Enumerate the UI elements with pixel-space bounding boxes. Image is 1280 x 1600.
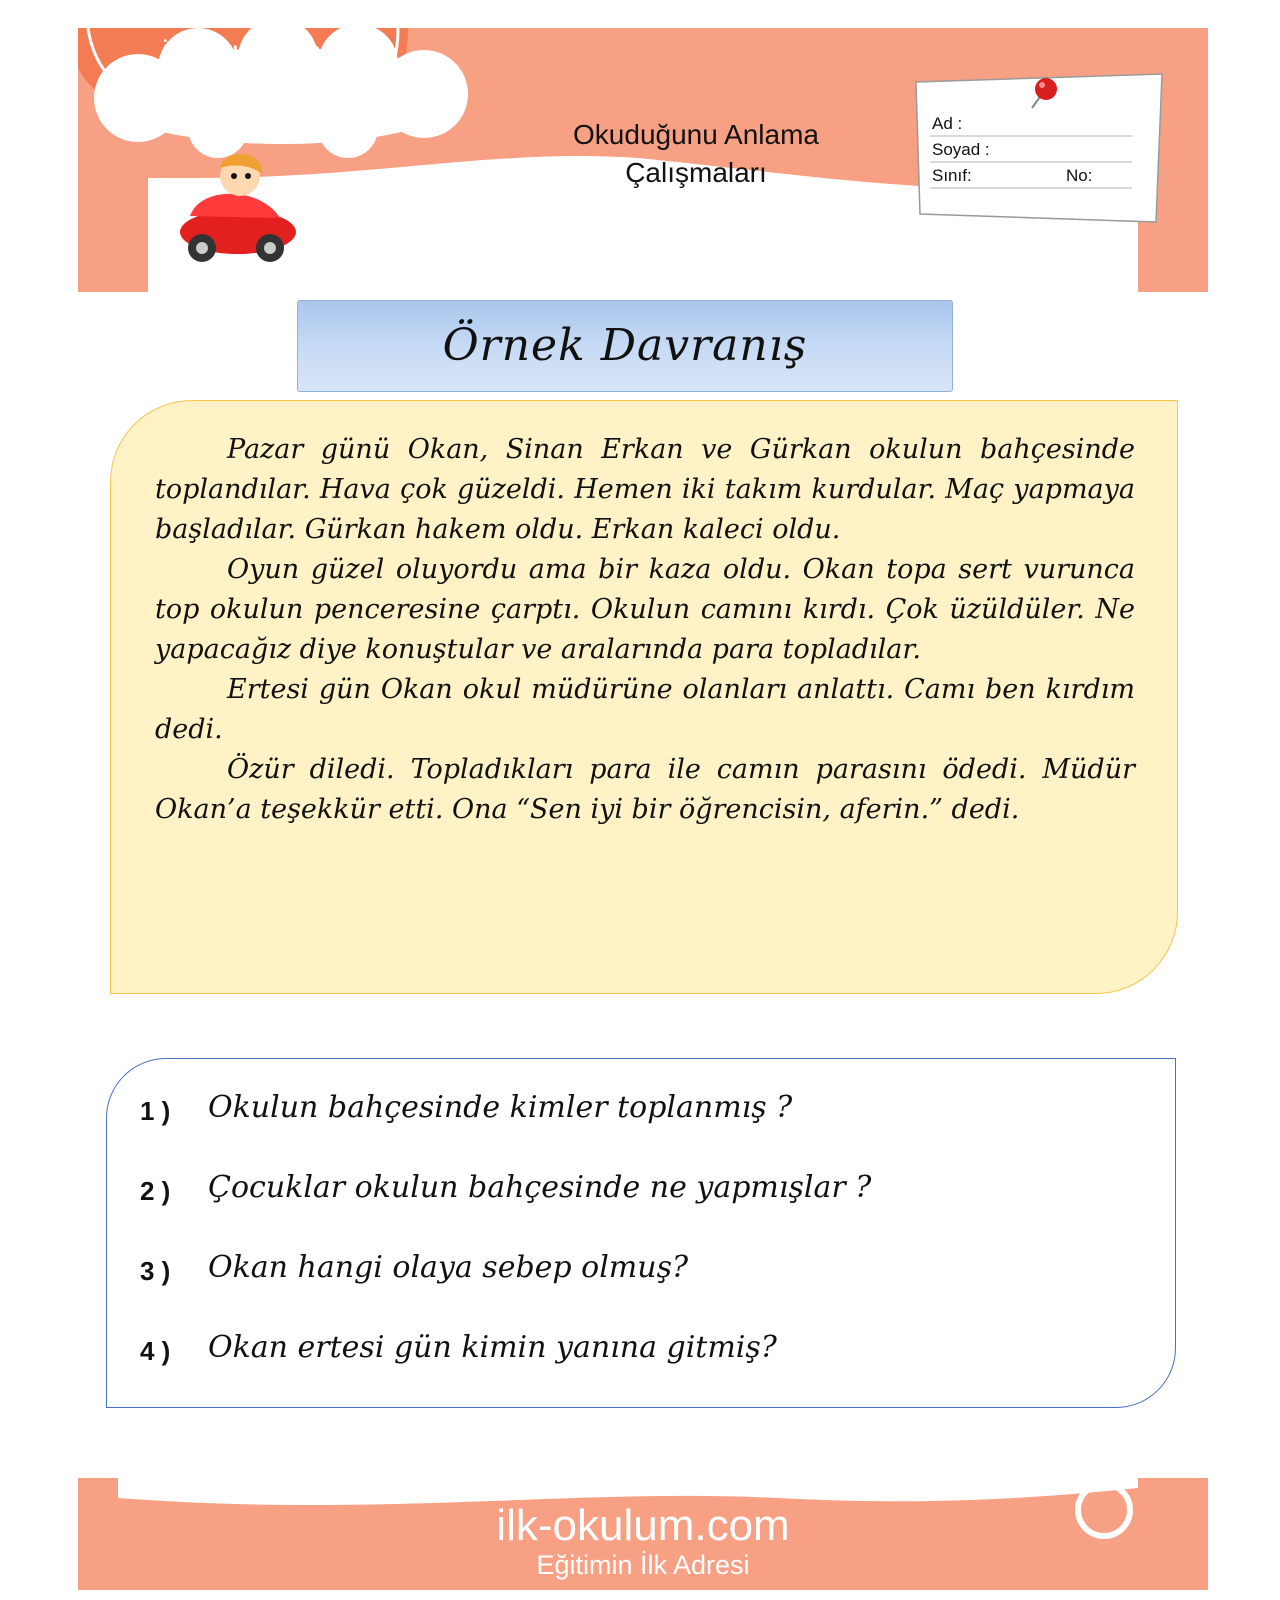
worksheet-title xyxy=(492,116,900,192)
footer-band xyxy=(78,1478,1208,1590)
student-info-card xyxy=(910,72,1172,224)
footer-brand xyxy=(78,1502,1208,1580)
worksheet-title-line1: Okuduğunu Anlama xyxy=(573,119,819,150)
story-paragraph-1: Pazar günü Okan, Sinan Erkan ve Gürkan okulun bahçesinde toplandılar. Hava çok güzeldi. Hemen iki takım kurdular. Maç yapmaya başladılar. Gürkan hakem oldu. Erkan kaleci oldu. xyxy=(155,434,1135,545)
cartoon-car-driver-icon xyxy=(170,146,300,266)
question-text: Çocuklar okulun bahçesinde ne yapmışlar ? xyxy=(208,1170,872,1205)
question-number: 1 ) xyxy=(140,1096,171,1126)
card-sinif-label: Sınıf: xyxy=(932,166,972,185)
footer-brand-slogan: Eğitimin İlk Adresi xyxy=(536,1550,750,1580)
question-text: Okulun bahçesinde kimler toplanmış ? xyxy=(208,1090,793,1125)
story-text xyxy=(155,430,1135,830)
footer-brand-site[interactable]: ilk-okulum.com xyxy=(496,1501,790,1550)
question-text: Okan hangi olaya sebep olmuş? xyxy=(208,1250,689,1285)
header-band xyxy=(78,28,1208,292)
question-item xyxy=(140,1326,1120,1376)
story-paragraph-3: Ertesi gün Okan okul müdürüne olanları anlattı. Camı ben kırdım dedi. xyxy=(155,674,1135,745)
story-paragraph-4: Özür diledi. Topladıkları para ile camın parasını ödedi. Müdür Okan’a teşekkür etti. Ona “Sen iyi bir öğrencisin, aferin.” dedi. xyxy=(155,754,1135,825)
question-item xyxy=(140,1166,1120,1216)
card-ad-label: Ad : xyxy=(932,114,963,133)
question-item xyxy=(140,1246,1120,1296)
question-number: 3 ) xyxy=(140,1256,171,1286)
question-item xyxy=(140,1086,1120,1136)
question-number: 4 ) xyxy=(140,1336,171,1366)
question-number: 2 ) xyxy=(140,1176,171,1206)
card-no-label: No: xyxy=(1066,166,1093,185)
story-paragraph-2: Oyun güzel oluyordu ama bir kaza oldu. Okan topa sert vurunca top okulun penceresine çarptı. Okulun camını kırdı. Çok üzüldüler. Ne yapacağız diye konuştular ve aralarında para topladılar. xyxy=(155,554,1135,665)
story-title: Örnek Davranış xyxy=(442,320,808,371)
title-cloud xyxy=(78,28,486,158)
question-text: Okan ertesi gün kimin yanına gitmiş? xyxy=(208,1330,777,1365)
worksheet-title-line2: Çalışmaları xyxy=(625,157,767,188)
push-pin-icon xyxy=(1022,74,1062,114)
card-soyad-label: Soyad : xyxy=(932,140,990,159)
story-title-bar xyxy=(297,300,953,392)
